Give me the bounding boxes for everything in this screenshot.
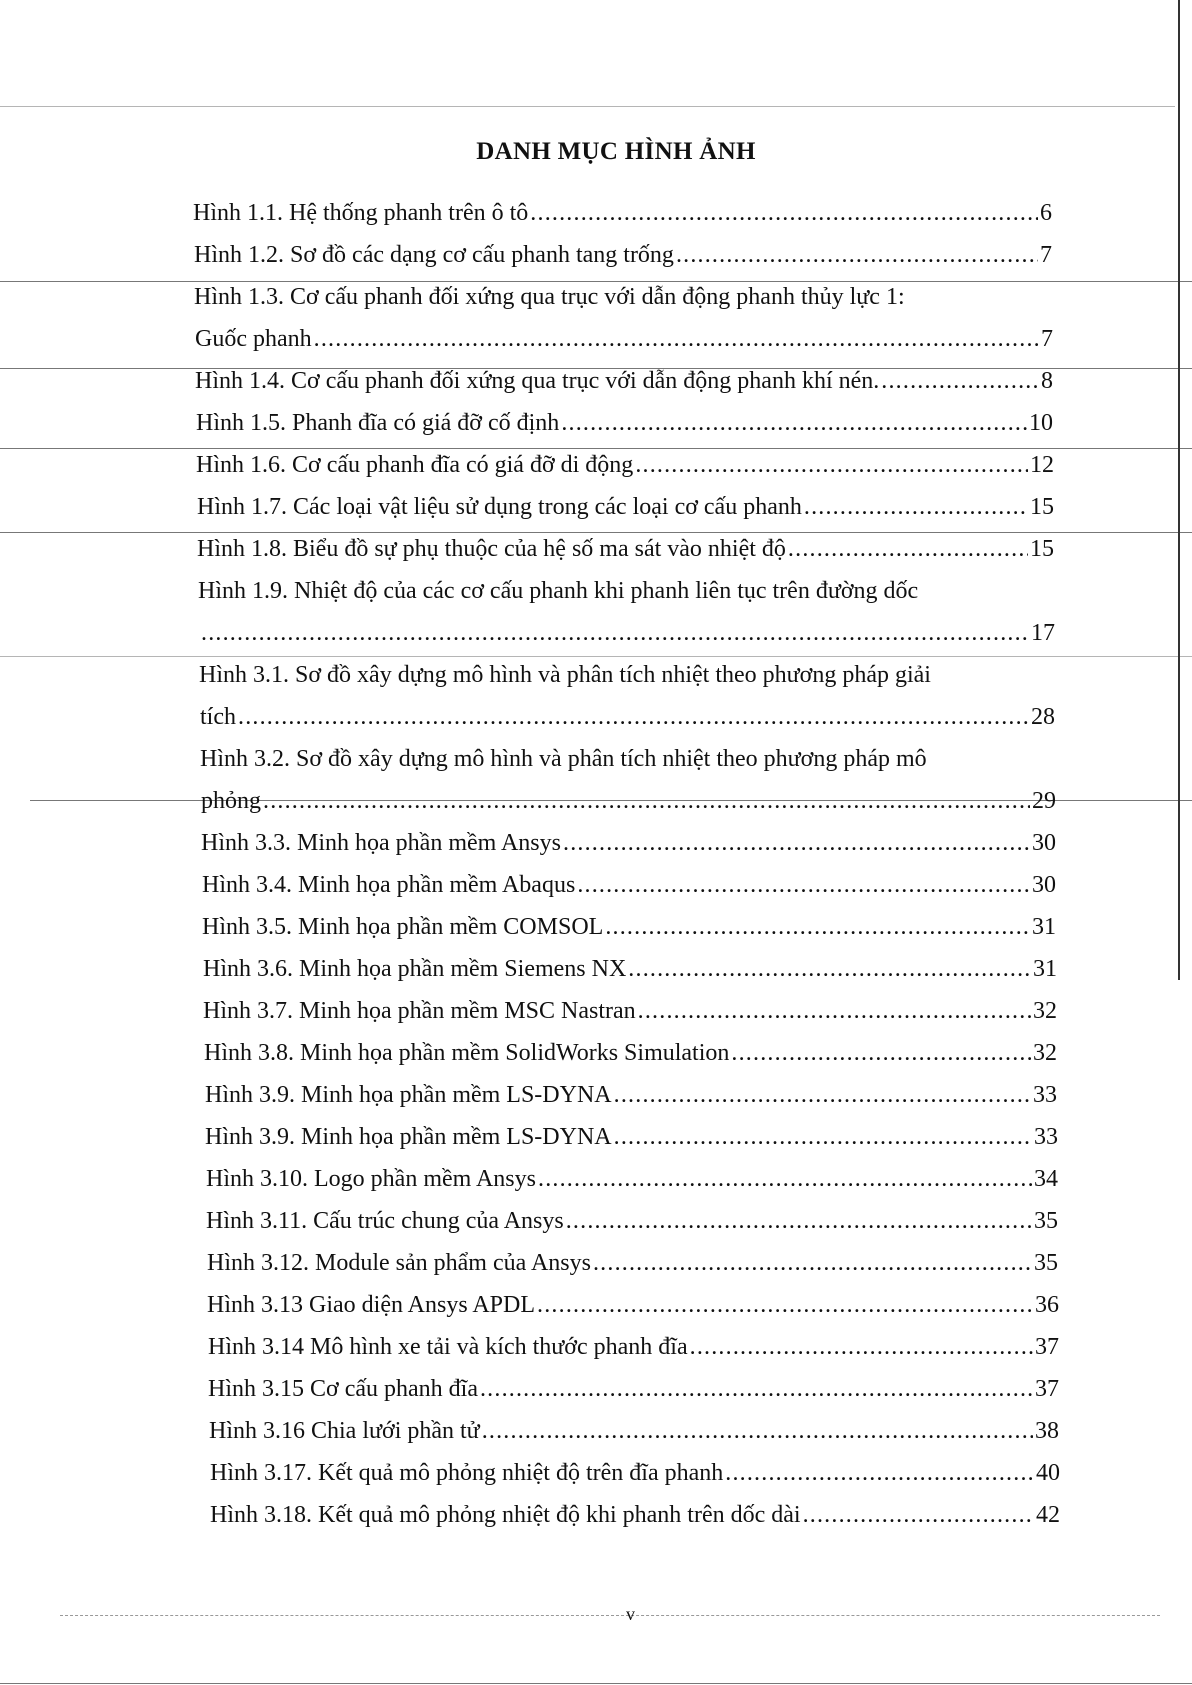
figure-entry[interactable] xyxy=(196,450,1054,480)
dot-leader xyxy=(530,198,1038,228)
figure-entry[interactable] xyxy=(210,1500,1060,1530)
figure-entry-page: 42 xyxy=(1036,1502,1060,1528)
figure-entry[interactable] xyxy=(197,534,1054,564)
figure-entry-label: Hình 3.7. Minh họa phần mềm MSC Nastran xyxy=(203,998,636,1024)
figure-entry-label: Hình 1.6. Cơ cấu phanh đĩa có giá đỡ di động xyxy=(196,452,634,478)
figure-entry-label: Hình 3.11. Cấu trúc chung của Ansys xyxy=(206,1208,564,1234)
figure-entry[interactable] xyxy=(200,702,1055,732)
figure-entry-label: Hình 3.8. Minh họa phần mềm SolidWorks Simulation xyxy=(204,1040,730,1066)
figure-entry-label: Hình 3.18. Kết quả mô phỏng nhiệt độ khi phanh trên dốc dài xyxy=(210,1502,801,1528)
dot-leader xyxy=(201,618,1029,648)
dot-leader xyxy=(537,1290,1033,1320)
figure-entry-label: Hình 1.5. Phanh đĩa có giá đỡ cố định xyxy=(196,410,560,436)
figure-entry[interactable] xyxy=(202,870,1056,900)
figure-entry-continuation: Guốc phanh xyxy=(195,326,312,352)
figure-entry[interactable] xyxy=(201,828,1056,858)
figure-entry-label: Hình 1.8. Biểu đồ sự phụ thuộc của hệ số ma sát vào nhiệt độ xyxy=(197,536,786,562)
figure-entry-page: 38 xyxy=(1035,1418,1059,1444)
figure-entry-label: Hình 3.5. Minh họa phần mềm COMSOL xyxy=(202,914,604,940)
dot-leader xyxy=(803,1500,1034,1530)
figure-entry-label: Hình 3.17. Kết quả mô phỏng nhiệt độ trên đĩa phanh xyxy=(210,1460,724,1486)
figure-entry[interactable] xyxy=(204,1038,1057,1068)
dot-leader xyxy=(593,1248,1032,1278)
figure-entry[interactable] xyxy=(207,1290,1059,1320)
figure-entry-page: 30 xyxy=(1032,872,1056,898)
figure-entry-continuation: phỏng xyxy=(201,788,261,814)
figure-entry-page: 30 xyxy=(1032,830,1056,856)
figure-entry-label: Hình 3.3. Minh họa phần mềm Ansys xyxy=(201,830,561,856)
figure-entry[interactable] xyxy=(205,1080,1057,1110)
figure-entry-label: Hình 1.7. Các loại vật liệu sử dụng trong các loại cơ cấu phanh xyxy=(197,494,802,520)
figure-entry-label: Hình 1.2. Sơ đồ các dạng cơ cấu phanh tang trống xyxy=(194,242,674,268)
figure-entry-page: 15 xyxy=(1030,536,1054,562)
figure-entry-label: Hình 3.12. Module sản phẩm của Ansys xyxy=(207,1250,591,1276)
dot-leader xyxy=(577,870,1030,900)
figure-entry-line xyxy=(194,282,1053,312)
figure-entry-label: Hình 3.10. Logo phần mềm Ansys xyxy=(206,1166,536,1192)
figure-entry-line xyxy=(198,576,1054,606)
figure-entry-line xyxy=(199,660,1055,690)
figure-entry-page: 35 xyxy=(1034,1250,1058,1276)
figure-entry-page: 7 xyxy=(1041,326,1053,352)
dot-leader xyxy=(676,240,1038,270)
figure-entry-label: Hình 1.3. Cơ cấu phanh đối xứng qua trục với dẫn động phanh thủy lực 1: xyxy=(194,284,905,310)
dot-leader xyxy=(638,996,1031,1026)
dot-leader xyxy=(566,1206,1032,1236)
dot-leader xyxy=(314,324,1039,354)
figure-entry[interactable] xyxy=(203,954,1057,984)
dot-leader xyxy=(725,1458,1034,1488)
figure-entry[interactable] xyxy=(210,1458,1060,1488)
figure-entry-label: Hình 3.1. Sơ đồ xây dựng mô hình và phân tích nhiệt theo phương pháp giải xyxy=(199,662,931,688)
figure-entry-page: 33 xyxy=(1033,1082,1057,1108)
figure-entry[interactable] xyxy=(206,1206,1058,1236)
figure-entry-page: 37 xyxy=(1035,1376,1059,1402)
figure-entry-page: 8 xyxy=(1041,368,1053,394)
figure-entry-label: Hình 3.6. Minh họa phần mềm Siemens NX xyxy=(203,956,627,982)
dot-leader xyxy=(561,408,1027,438)
figure-entry-page: 17 xyxy=(1031,620,1055,646)
figure-entry[interactable] xyxy=(208,1374,1059,1404)
figure-entry[interactable] xyxy=(201,786,1056,816)
page-number: v xyxy=(626,1604,635,1624)
figure-entry-label: Hình 3.16 Chia lưới phần tử xyxy=(209,1418,480,1444)
dot-leader xyxy=(238,702,1029,732)
figure-entry-page: 31 xyxy=(1032,914,1056,940)
dot-leader xyxy=(881,366,1039,396)
dot-leader xyxy=(605,912,1030,942)
figure-entry-page: 35 xyxy=(1034,1208,1058,1234)
figure-entry-label: Hình 1.1. Hệ thống phanh trên ô tô xyxy=(193,200,529,226)
figure-entry-label: Hình 3.14 Mô hình xe tải và kích thước phanh đĩa xyxy=(208,1334,688,1360)
figure-entry-label: Hình 1.4. Cơ cấu phanh đối xứng qua trục với dẫn động phanh khí nén. xyxy=(195,368,880,394)
figure-entry[interactable] xyxy=(195,324,1053,354)
figure-entry[interactable] xyxy=(193,198,1052,228)
figure-entry[interactable] xyxy=(207,1248,1058,1278)
dot-leader xyxy=(614,1122,1032,1152)
dot-leader xyxy=(614,1080,1031,1110)
figure-entry-label: Hình 3.13 Giao diện Ansys APDL xyxy=(207,1292,536,1318)
figure-entry-page: 12 xyxy=(1030,452,1054,478)
dot-leader xyxy=(788,534,1028,564)
figure-entry-page: 40 xyxy=(1036,1460,1060,1486)
figure-entry-page: 6 xyxy=(1040,200,1052,226)
dot-leader xyxy=(731,1038,1031,1068)
figure-entry[interactable] xyxy=(197,492,1054,522)
dot-leader xyxy=(635,450,1028,480)
figure-entry-label: Hình 1.9. Nhiệt độ của các cơ cấu phanh khi phanh liên tục trên đường dốc xyxy=(198,578,919,604)
dot-leader xyxy=(628,954,1031,984)
figure-entry[interactable] xyxy=(196,408,1053,438)
figure-entry-page: 31 xyxy=(1033,956,1057,982)
figure-entry[interactable] xyxy=(203,996,1057,1026)
figure-entry-label: Hình 3.15 Cơ cấu phanh đĩa xyxy=(208,1376,478,1402)
figure-entry[interactable] xyxy=(209,1416,1059,1446)
dot-leader xyxy=(690,1332,1033,1362)
dot-leader xyxy=(480,1374,1033,1404)
figure-entry-label: Hình 3.2. Sơ đồ xây dựng mô hình và phân tích nhiệt theo phương pháp mô xyxy=(200,746,927,772)
figure-entry[interactable] xyxy=(205,1122,1058,1152)
figure-entry-page: 36 xyxy=(1035,1292,1059,1318)
dot-leader xyxy=(263,786,1030,816)
figure-entry[interactable] xyxy=(199,618,1055,648)
figure-entry-page: 32 xyxy=(1033,998,1057,1024)
figure-entry[interactable] xyxy=(208,1332,1059,1362)
figure-entry-page: 32 xyxy=(1033,1040,1057,1066)
figure-entry-page: 29 xyxy=(1032,788,1056,814)
figure-entry-label: Hình 3.4. Minh họa phần mềm Abaqus xyxy=(202,872,576,898)
figure-entry-page: 15 xyxy=(1030,494,1054,520)
dot-leader xyxy=(482,1416,1033,1446)
figure-entry-page: 10 xyxy=(1029,410,1053,436)
figure-entry-line xyxy=(200,744,1055,774)
figure-entry-label: Hình 3.9. Minh họa phần mềm LS-DYNA xyxy=(205,1082,612,1108)
figure-entry-page: 28 xyxy=(1031,704,1055,730)
figure-entry-label: Hình 3.9. Minh họa phần mềm LS-DYNA xyxy=(205,1124,612,1150)
figure-entry-continuation: tích xyxy=(200,704,236,730)
figure-entry[interactable] xyxy=(194,240,1052,270)
figure-entry-page: 34 xyxy=(1034,1166,1058,1192)
figure-entry-page: 7 xyxy=(1040,242,1052,268)
figure-entry-page: 33 xyxy=(1034,1124,1058,1150)
figure-entry[interactable] xyxy=(202,912,1056,942)
figure-entry-page: 37 xyxy=(1035,1334,1059,1360)
figure-entry[interactable] xyxy=(206,1164,1058,1194)
page-title: DANH MỤC HÌNH ẢNH xyxy=(476,138,756,165)
dot-leader xyxy=(538,1164,1032,1194)
figure-entry[interactable] xyxy=(195,366,1053,396)
dot-leader xyxy=(804,492,1028,522)
dot-leader xyxy=(563,828,1030,858)
